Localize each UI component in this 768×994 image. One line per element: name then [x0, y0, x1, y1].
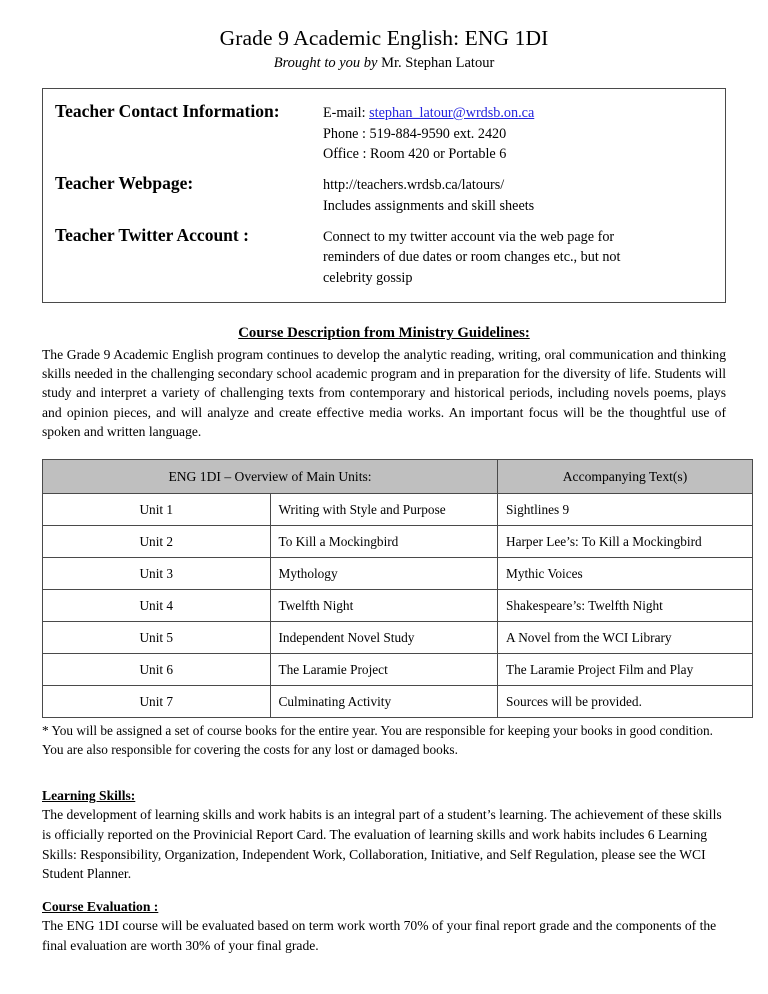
unit-text: Sightlines 9: [498, 494, 753, 526]
table-row: [43, 622, 753, 654]
contact-value-information: [323, 100, 711, 165]
unit-text: A Novel from the WCI Library: [498, 622, 753, 654]
unit-number: Unit 7: [43, 686, 271, 718]
contact-value-twitter: [323, 224, 711, 289]
units-table-head: [43, 460, 753, 494]
subtitle-italic-part: Brought to you by: [273, 55, 378, 72]
course-description-heading: Course Description from Ministry Guidelines:: [238, 324, 530, 341]
table-row: [43, 494, 753, 526]
twitter-note-line-3: celebrity gossip: [323, 270, 413, 287]
unit-title: The Laramie Project: [270, 654, 498, 686]
course-evaluation-body: The ENG 1DI course will be evaluated based on term work worth 70% of your final report grade and the components of the final evaluation are worth 30% of your final grade.: [42, 918, 717, 953]
page-subtitle: [42, 54, 726, 73]
table-row: [43, 654, 753, 686]
contact-row-webpage: [55, 172, 711, 216]
units-table-body: [43, 494, 753, 718]
unit-number: Unit 4: [43, 590, 271, 622]
learning-skills-section: [42, 787, 726, 884]
unit-text: Sources will be provided.: [498, 686, 753, 718]
course-description-body: The Grade 9 Academic English program continues to develop the analytic reading, writing, oral communication and thinking skills needed in the challenging secondary school academic program and in preparation for the diversity of life. Students will study and interpret a variety of challenging texts from contemporary and historical periods, including novels poems, plays and opinion pieces, and will analyze and create effective media works. An important focus will be the thoughtful use of spoken and written language.: [42, 346, 726, 439]
spacer-course-evaluation: [42, 884, 726, 898]
learning-skills-heading: Learning Skills:: [42, 788, 136, 804]
unit-number: Unit 6: [43, 654, 271, 686]
unit-title: Twelfth Night: [270, 590, 498, 622]
email-label: E-mail:: [323, 104, 370, 121]
unit-text: Harper Lee’s: To Kill a Mockingbird: [498, 526, 753, 558]
unit-text: Mythic Voices: [498, 558, 753, 590]
unit-number: Unit 2: [43, 526, 271, 558]
table-row: [43, 526, 753, 558]
unit-text: Shakespeare’s: Twelfth Night: [498, 590, 753, 622]
teacher-webpage-note: Includes assignments and skill sheets: [323, 197, 535, 214]
contact-label-webpage: Teacher Webpage:: [55, 173, 194, 194]
units-table-header-units: ENG 1DI – Overview of Main Units:: [43, 460, 498, 494]
course-evaluation-section: [42, 898, 726, 955]
contact-label-twitter: Teacher Twitter Account :: [55, 224, 249, 245]
table-row: [43, 590, 753, 622]
page-title: Grade 9 Academic English: ENG 1DI: [219, 26, 549, 50]
unit-number: Unit 5: [43, 622, 271, 654]
contact-email-line: [323, 103, 711, 124]
contact-row-twitter: [55, 224, 711, 289]
units-table-header-texts: Accompanying Text(s): [498, 460, 753, 494]
unit-title: Culminating Activity: [270, 686, 498, 718]
contact-phone-line: Phone : 519-884-9590 ext. 2420: [323, 125, 507, 142]
unit-title: Mythology: [270, 558, 498, 590]
subtitle-plain-part: Mr. Stephan Latour: [377, 55, 495, 72]
unit-title: Writing with Style and Purpose: [270, 494, 498, 526]
contact-row-information: [55, 100, 711, 165]
learning-skills-body: The development of learning skills and work habits is an integral part of a student’s learning. The achievement of these skills is officially reported on the Provinicial Report Card. The evaluation of learning skills and work habits includes 6 Learning Skills: Responsibility, Organization, Independent Work, Collaboration, Initiative, and Self Regulation, please see the WCI Student Planner.: [42, 807, 722, 882]
unit-number: Unit 3: [43, 558, 271, 590]
teacher-contact-box: [42, 88, 726, 303]
contact-value-webpage: [323, 172, 711, 216]
teacher-webpage-url: http://teachers.wrdsb.ca/latours/: [323, 177, 505, 194]
table-row: [43, 686, 753, 718]
table-row: [43, 558, 753, 590]
twitter-note-line-1: Connect to my twitter account via the web page for: [323, 228, 615, 245]
contact-office-line: Office : Room 420 or Portable 6: [323, 146, 507, 163]
unit-title: Independent Novel Study: [270, 622, 498, 654]
teacher-email-link[interactable]: stephan_latour@wrdsb.on.ca: [369, 104, 535, 121]
units-table-footnote: * You will be assigned a set of course books for the entire year. You are responsible for keeping your books in good condition. You are also responsible for covering the costs for any lost or damaged books.: [42, 723, 714, 758]
unit-title: To Kill a Mockingbird: [270, 526, 498, 558]
twitter-note-line-2: reminders of due dates or room changes etc., but not: [323, 249, 621, 266]
course-evaluation-heading: Course Evaluation :: [42, 899, 159, 915]
unit-number: Unit 1: [43, 494, 271, 526]
unit-text: The Laramie Project Film and Play: [498, 654, 753, 686]
spacer-learning-skills: [42, 773, 726, 787]
contact-label-information: Teacher Contact Information:: [55, 100, 280, 121]
units-overview-table: [42, 459, 753, 718]
units-table-header-row: [43, 460, 753, 494]
